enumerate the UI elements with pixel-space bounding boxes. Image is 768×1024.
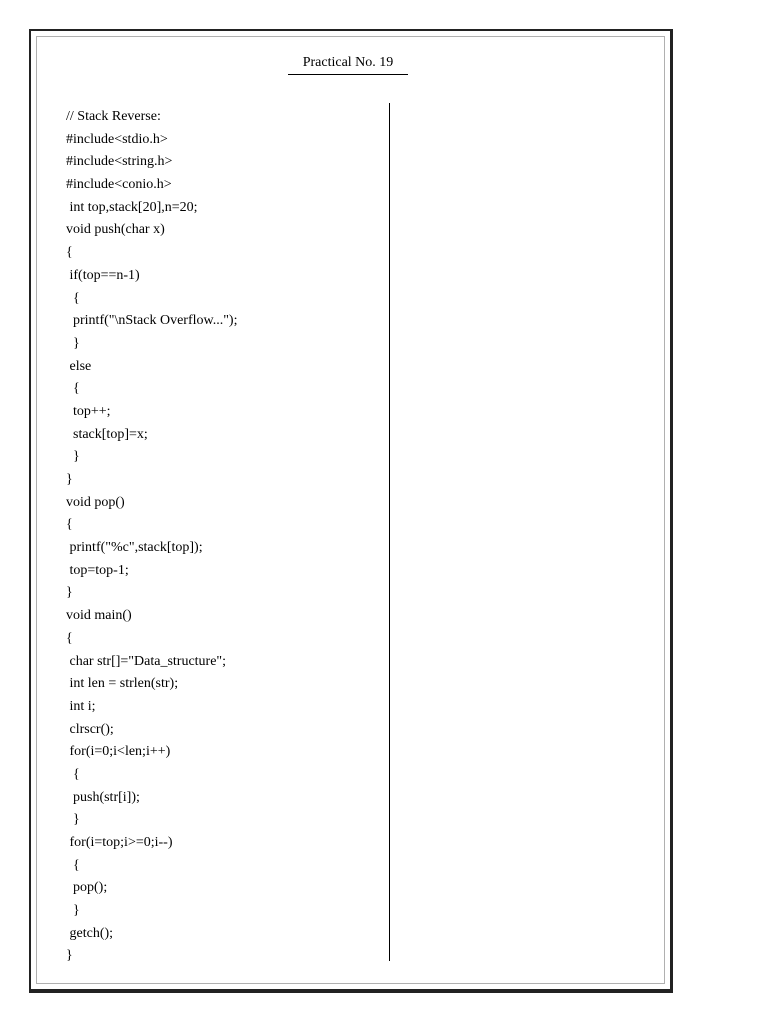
code-line: } bbox=[66, 472, 73, 487]
title-underline bbox=[288, 74, 408, 75]
code-line: push(str[i]); bbox=[66, 789, 140, 805]
code-line: void main() bbox=[66, 608, 132, 624]
code-line: { bbox=[66, 245, 73, 261]
column-divider bbox=[389, 103, 390, 961]
code-line: { bbox=[66, 290, 80, 306]
code-line: int len = strlen(str); bbox=[66, 676, 179, 692]
code-line: printf("%c",stack[top]); bbox=[66, 540, 203, 556]
code-line: #include<string.h> bbox=[66, 154, 173, 170]
code-line: pop(); bbox=[66, 880, 108, 896]
code-line: top=top-1; bbox=[66, 562, 129, 578]
code-line: { bbox=[66, 857, 80, 873]
code-line: printf("\nStack Overflow..."); bbox=[66, 313, 238, 329]
code-line: { bbox=[66, 766, 80, 782]
code-listing bbox=[66, 106, 381, 968]
code-line: void push(char x) bbox=[66, 222, 165, 238]
code-line: getch(); bbox=[66, 925, 114, 941]
code-line: // Stack Reverse: bbox=[66, 109, 161, 124]
code-line: clrscr(); bbox=[66, 721, 114, 737]
code-line: top++; bbox=[66, 403, 111, 419]
code-line: } bbox=[66, 948, 73, 964]
code-line: #include<stdio.h> bbox=[66, 131, 168, 147]
code-line: void pop() bbox=[66, 494, 125, 510]
code-line: for(i=0;i<len;i++) bbox=[66, 744, 171, 760]
code-line: stack[top]=x; bbox=[66, 426, 148, 442]
code-line: int i; bbox=[66, 698, 96, 714]
code-line: int top,stack[20],n=20; bbox=[66, 199, 198, 215]
document-page bbox=[29, 29, 673, 993]
code-line: else bbox=[66, 358, 92, 374]
code-line: { bbox=[66, 517, 73, 533]
code-line: #include<conio.h> bbox=[66, 177, 172, 193]
page-title: Practical No. 19 bbox=[302, 55, 394, 70]
code-line: } bbox=[66, 903, 80, 919]
code-line: { bbox=[66, 381, 80, 397]
code-line: } bbox=[66, 335, 80, 351]
code-line: } bbox=[66, 812, 80, 828]
code-line: if(top==n-1) bbox=[66, 267, 140, 283]
code-line: for(i=top;i>=0;i--) bbox=[66, 835, 173, 850]
code-line: } bbox=[66, 449, 80, 465]
code-line: } bbox=[66, 585, 73, 601]
code-line: { bbox=[66, 630, 73, 646]
code-line: char str[]="Data_structure"; bbox=[66, 653, 227, 669]
